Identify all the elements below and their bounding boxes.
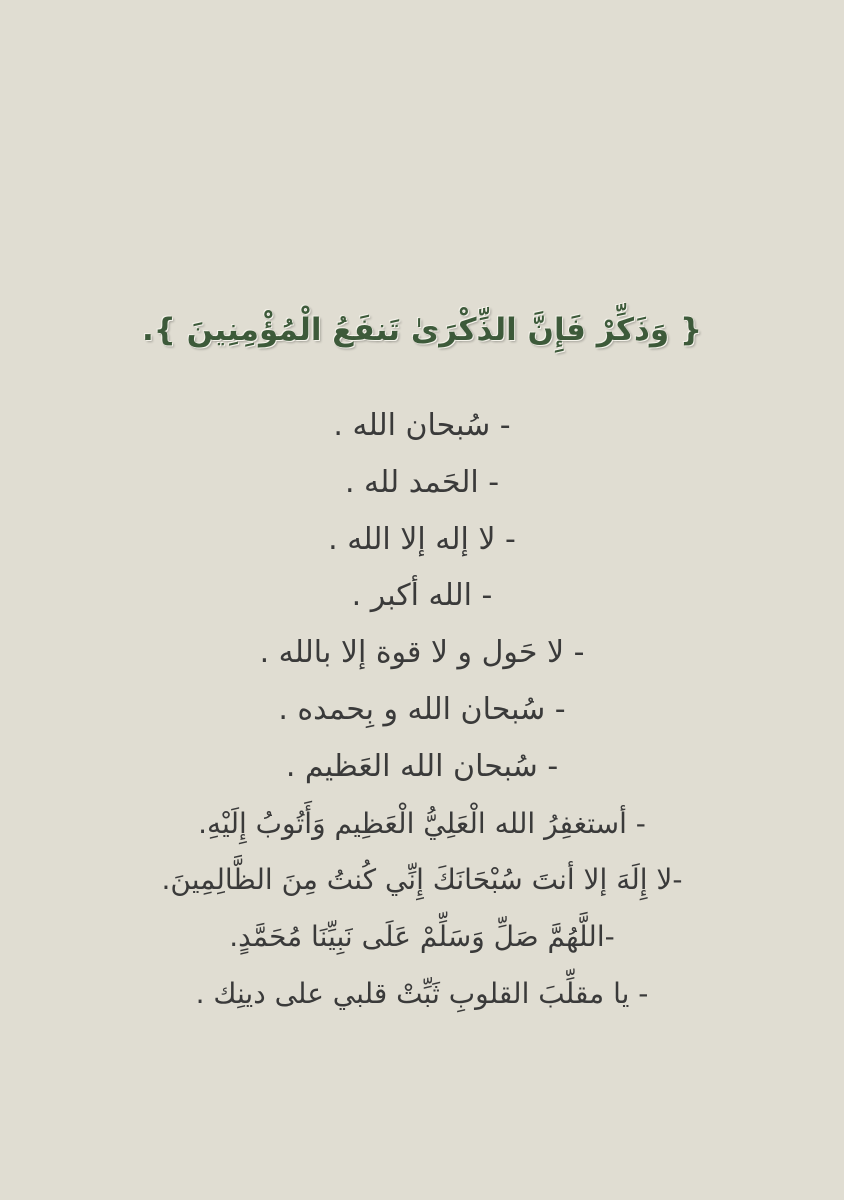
dhikr-line: - يا مقلِّبَ القلوبِ ثَبِّتْ قلبي على دينِك . [195, 976, 649, 1010]
dhikr-line: - أستغفِرُ الله الْعَلِيُّ الْعَظِيم وَأَتُوبُ إِلَيْهِ. [198, 806, 646, 840]
dhikr-line: - لا إله إلا الله . [328, 521, 516, 557]
dhikr-line: - الله أكبر . [351, 578, 493, 614]
dhikr-line: - لا حَول و لا قوة إلا بالله . [259, 635, 585, 671]
dhikr-line: -اللَّهُمَّ صَلِّ وَسَلِّمْ عَلَى نَبِيِّنَا مُحَمَّدٍ. [229, 920, 615, 954]
dhikr-line: - سُبحان الله . [333, 408, 511, 443]
adhkar-list [0, 398, 844, 1023]
dhikr-line: -لا إِلَهَ إلا أنتَ سُبْحَانَكَ إِنِّي كُنتُ مِنَ الظَّالِمِينَ. [161, 863, 683, 897]
dhikr-line: - سُبحان الله و بِحمده . [278, 691, 566, 727]
verse-heading: { وَذَكِّرْ فَإِنَّ الذِّكْرَىٰ تَنفَعُ الْمُؤْمِنِينَ }. [141, 312, 703, 348]
dhikr-line: - الحَمد لله . [344, 464, 500, 500]
dhikr-line: - سُبحان الله العَظيم . [285, 748, 559, 784]
